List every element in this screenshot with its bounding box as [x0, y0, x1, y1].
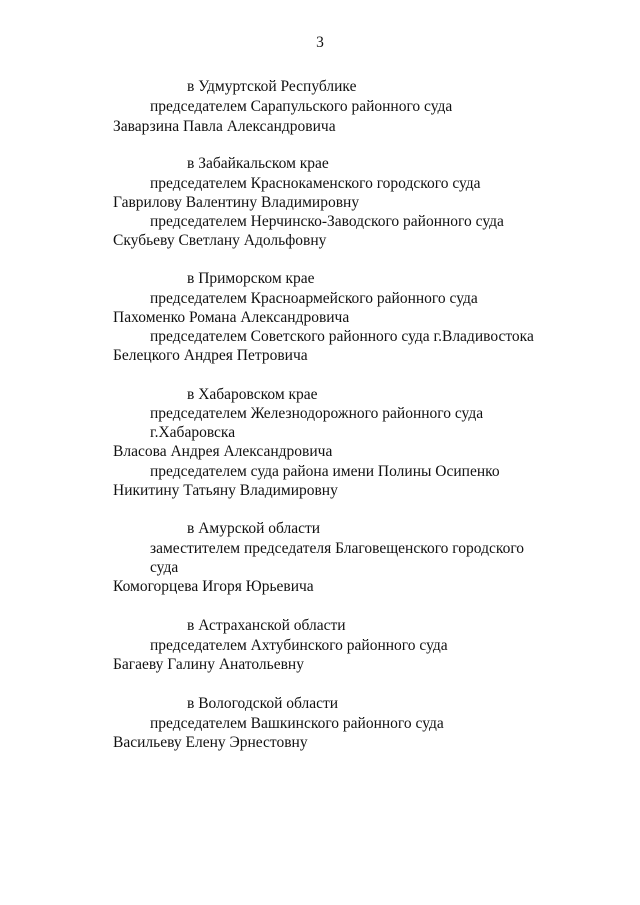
position-line-continued: суда	[150, 559, 179, 576]
position-line: заместителем председателя Благовещенского городского	[150, 540, 525, 557]
position-line: председателем Сарапульского районного суда	[150, 98, 453, 115]
region-heading: в Амурской области	[187, 520, 321, 537]
person-name: Комогорцева Игоря Юрьевича	[113, 578, 314, 595]
region-heading: в Забайкальском крае	[187, 155, 329, 172]
position-line: председателем Советского районного суда г.Владивостока	[150, 328, 534, 345]
page-number: 3	[316, 34, 324, 51]
person-name: Власова Андрея Александровича	[113, 443, 333, 460]
person-name: Белецкого Андрея Петровича	[113, 347, 308, 364]
position-line: председателем суда района имени Полины Осипенко	[150, 463, 500, 480]
position-line: председателем Краснокаменского городского суда	[150, 175, 481, 192]
person-name: Гаврилову Валентину Владимировну	[113, 194, 360, 211]
person-name: Заварзина Павла Александровича	[113, 118, 336, 135]
position-line-continued: г.Хабаровска	[150, 424, 236, 441]
person-name: Васильеву Елену Эрнестовну	[113, 734, 308, 751]
position-line: председателем Ахтубинского районного суда	[150, 637, 448, 654]
region-heading: в Приморском крае	[187, 270, 315, 287]
position-line: председателем Красноармейского районного суда	[150, 290, 478, 307]
person-name: Багаеву Галину Анатольевну	[113, 656, 304, 673]
region-heading: в Вологодской области	[187, 695, 339, 712]
person-name: Скубьеву Светлану Адольфовну	[113, 232, 327, 249]
position-line: председателем Нерчинско-Заводского районного суда	[150, 213, 504, 230]
position-line: председателем Вашкинского районного суда	[150, 715, 444, 732]
region-heading: в Астраханской области	[187, 617, 346, 634]
region-heading: в Удмуртской Республике	[187, 78, 357, 95]
person-name: Пахоменко Романа Александровича	[113, 309, 350, 326]
person-name: Никитину Татьяну Владимировну	[113, 482, 338, 499]
position-line: председателем Железнодорожного районного суда	[150, 405, 484, 422]
region-heading: в Хабаровском крае	[187, 386, 318, 403]
